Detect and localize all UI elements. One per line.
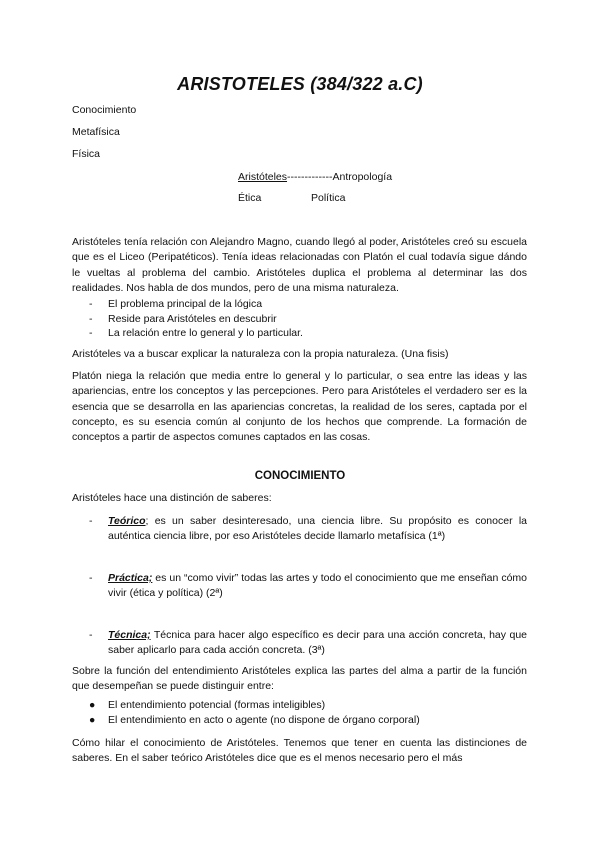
intro-bullet-list: [72, 297, 527, 341]
saber-term: Técnica;: [108, 629, 151, 641]
intro-paragraph: Aristóteles tenía relación con Alejandro Magno, cuando llegó al poder, Aristóteles creó su escuela que es el Liceo (Peripatéticos). Tenía ideas relacionadas con Platón el cual todavía sigue dándo le vueltas al problema del cambio. Aristóteles duplica el problema al determinar las dos realidades. Nos habla de dos mundos, pero de una misma naturaleza.: [72, 236, 527, 294]
dash-marker: -: [89, 515, 93, 527]
paragraph-naturaleza: Aristóteles va a buscar explicar la naturaleza con la propia naturaleza. (Una fisis): [72, 348, 449, 360]
list-item: ● El entendimiento potencial (formas inteligibles): [89, 699, 326, 711]
list-item: ● El entendimiento en acto o agente (no dispone de órgano corporal): [89, 713, 420, 726]
dash-marker: -: [89, 572, 93, 584]
topic-fisica: Física: [72, 148, 101, 160]
document-title: ARISTOTELES (384/322 a.C): [177, 74, 423, 94]
saberes-intro: Aristóteles hace una distinción de saberes:: [72, 492, 272, 504]
topic-conocimiento: Conocimiento: [72, 104, 137, 116]
paragraph-entendimiento: Sobre la función del entendimiento Aristóteles explica las partes del alma a partir de la función que desempeñan se puede distinguir entre:: [72, 665, 527, 693]
entendimiento-bullet-list: [72, 698, 527, 727]
topic-metafisica: Metafísica: [72, 126, 120, 138]
dash-marker: -: [89, 298, 93, 310]
bullet-dot: ●: [89, 699, 96, 711]
diagram-main: Aristóteles: [238, 171, 288, 183]
saber-text: Técnica para hacer algo específico es decir para una acción concreta, hay que saber aplicarlo para cada acción concreta. (3ª): [108, 629, 527, 657]
saber-teorico: [72, 514, 527, 545]
paragraph-hilar: Cómo hilar el conocimiento de Aristóteles. Tenemos que tener en cuenta las distinciones de saberes. En el saber teórico Aristóteles dice que es el menos necesario pero el más: [72, 737, 527, 765]
dash-marker: -: [89, 312, 93, 325]
saber-tecnica: [72, 628, 527, 659]
dash-marker: -: [89, 629, 93, 641]
saber-term: Práctica;: [108, 572, 153, 584]
section-title-conocimiento: CONOCIMIENTO: [254, 470, 346, 482]
saber-practica: [72, 571, 527, 602]
diagram-politics: Política: [311, 192, 346, 204]
diagram-row: [238, 170, 392, 185]
diagram-right: Antropología: [332, 171, 393, 183]
saber-text: es un “como vivir” todas las artes y todo el conocimiento que me enseñan cómo vivir (ética y política) (2ª): [108, 572, 527, 600]
dash-marker: -: [89, 327, 93, 339]
bullet-dot: ●: [89, 713, 96, 726]
list-item: - Reside para Aristóteles en descubrir: [89, 312, 277, 325]
diagram-connector: -------------: [287, 171, 333, 183]
paragraph-platon: Platón niega la relación que media entre lo general y lo particular, o sea entre las ideas y las apariencias, entre los conceptos y las percepciones. Pero para Aristóteles el verdadero ser es la esencia que se desarrolla en las apariencias concretas, la realidad de los seres, captada por el concepto, es su esencia común al conjunto de los hechos que comprende. La formación de conceptos a partir de aspectos comunes captados en las cosas.: [72, 370, 527, 444]
diagram-ethics: Ética: [238, 192, 262, 204]
saber-term: Teórico: [108, 515, 146, 527]
list-item: - El problema principal de la lógica: [89, 298, 263, 310]
saber-text: ; es un saber desinteresado, una ciencia libre. Su propósito es conocer la auténtica ciencia libre, por eso Aristóteles decide llamarlo metafísica (1ª): [108, 515, 527, 543]
list-item: - La relación entre lo general y lo particular.: [89, 327, 303, 339]
